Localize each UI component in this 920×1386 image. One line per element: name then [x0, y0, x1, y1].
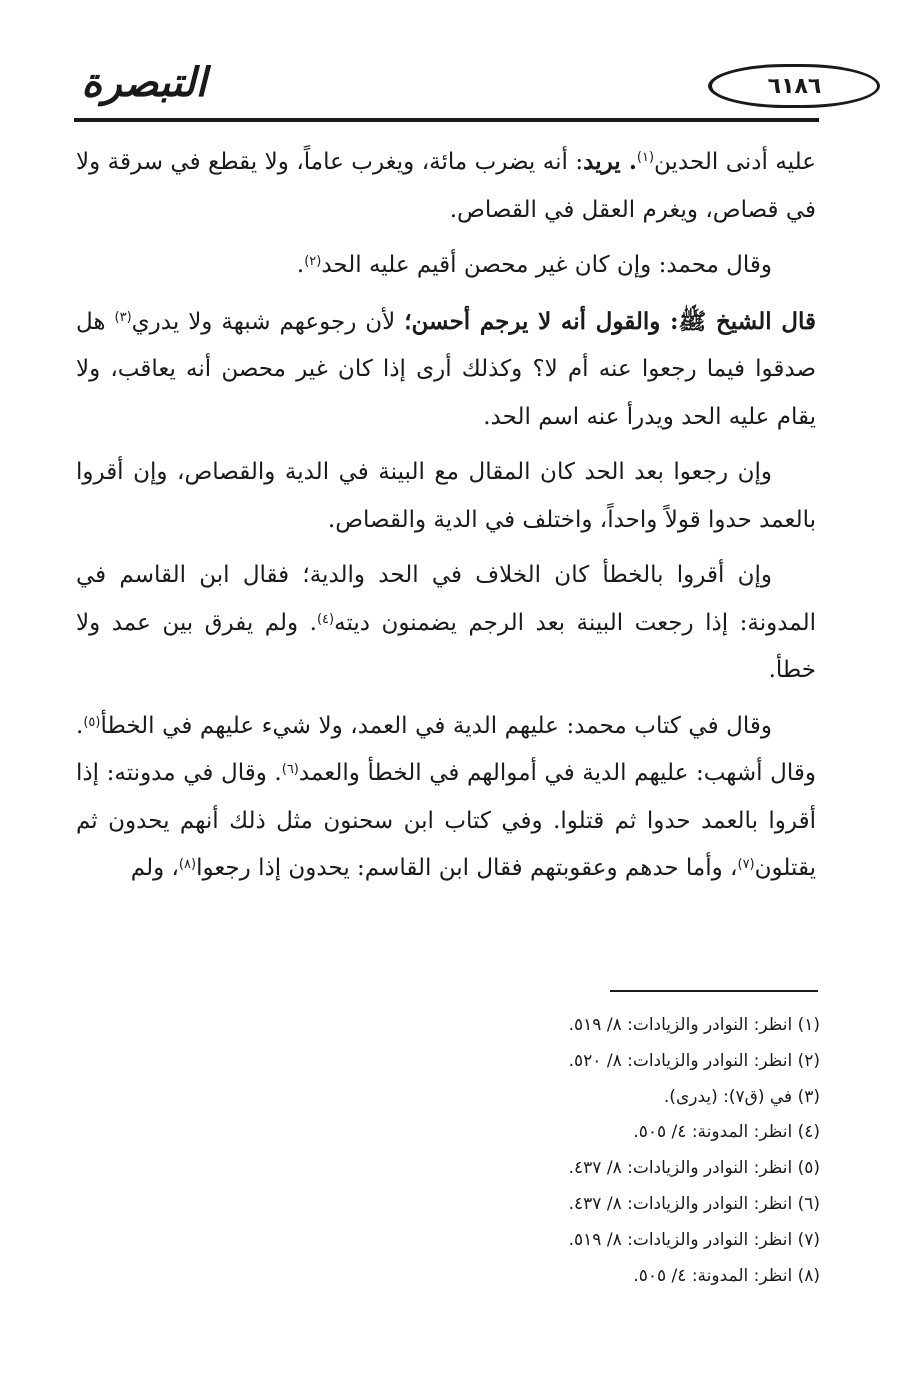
paragraph-4: وإن رجعوا بعد الحد كان المقال مع البينة في الدية والقصاص، وإن أقروا بالعمد حدوا قولاً واحداً، واختلف في الدية والقصاص.	[76, 459, 816, 533]
footnote-2: (٢) انظر: النوادر والزيادات: ٨/ ٥٢٠.	[568, 1050, 820, 1071]
text-run: ، ولم	[130, 855, 179, 881]
footnote-divider	[610, 990, 818, 992]
paragraph-1	[76, 138, 816, 234]
text-run: . ولم يفرق بين عمد ولا خطأ.	[76, 609, 816, 683]
book-title-logo: التبصرة	[81, 60, 207, 106]
text-run: عليه أدنى الحدين	[654, 149, 816, 175]
footnote-4: (٤) انظر: المدونة: ٤/ ٥٠٥.	[633, 1122, 820, 1143]
footnotes	[420, 1008, 820, 1294]
footnote-8: (٨) انظر: المدونة: ٤/ ٥٠٥.	[633, 1265, 820, 1286]
footnote-ref-3: (٣)	[114, 309, 132, 325]
footnote-ref-8: (٨)	[178, 857, 197, 872]
paragraph-6	[76, 703, 816, 893]
text-run: هل صدقوا فيما رجعوا عنه أم لا؟ وكذلك أرى إذا كان غير محصن أنه يعاقب، ولا يقام عليه الحد ويدرأ عنه اسم الحد.	[76, 308, 816, 430]
footnote-ref-7: (٧)	[737, 857, 755, 872]
footnote-ref-6: (٦)	[281, 762, 299, 777]
footnote-6: (٦) انظر: النوادر والزيادات: ٨/ ٤٣٧.	[568, 1193, 820, 1214]
text-run-bold: . يريد	[583, 148, 637, 175]
text-run: : أنه يضرب مائة، ويغرب عاماً، ولا يقطع في سرقة ولا في قصاص، ويغرم العقل في القصاص.	[76, 149, 816, 223]
footnote-1: (١) انظر: النوادر والزيادات: ٨/ ٥١٩.	[568, 1015, 820, 1035]
text-run: . وقال في مدونته: إذا أقروا بالعمد حدوا ثم قتلوا. وفي كتاب ابن سحنون مثل ذلك أنهم يحدون ثم يقتلون	[76, 760, 816, 881]
footnote-ref-4: (٤)	[316, 611, 335, 627]
text-run: وقال محمد: وإن كان غير محصن أقيم عليه الحد	[321, 252, 772, 278]
footnote-3: (٣) في (ق٧): (يدرى).	[663, 1086, 820, 1107]
paragraph-2	[76, 242, 816, 290]
text-run: لأن رجوعهم شبهة ولا يدري	[131, 308, 405, 335]
footnote-ref-5: (٥)	[83, 714, 101, 730]
page-header	[74, 52, 822, 114]
paragraph-3	[76, 298, 816, 442]
header-divider	[74, 118, 819, 122]
page-number: ٦١٨٦	[708, 64, 880, 108]
footnote-5: (٥) انظر: النوادر والزيادات: ٨/ ٤٣٧.	[568, 1158, 820, 1179]
paragraph-5	[76, 552, 816, 695]
text-run: ، وأما حدهم وعقوبتهم فقال ابن القاسم: يحدون إذا رجعوا	[196, 855, 738, 881]
text-run-bold: قال الشيخ ﷺ: والقول أنه لا يرجم أحسن؛	[404, 307, 817, 335]
text-run: . وقال أشهب: عليهم الدية في أموالهم في الخطأ والعمد	[76, 712, 816, 786]
main-text	[76, 138, 816, 901]
text-run: وإن أقروا بالخطأ كان الخلاف في الحد والدية؛ فقال ابن القاسم في المدونة: إذا رجعت البينة بعد الرجم يضمنون ديته	[76, 562, 816, 636]
footnote-ref-1: (١)	[636, 150, 655, 165]
footnote-ref-2: (٢)	[304, 254, 322, 269]
text-run: وقال في كتاب محمد: عليهم الدية في العمد، ولا شيء عليهم في الخطأ	[100, 712, 772, 739]
footnote-7: (٧) انظر: النوادر والزيادات: ٨/ ٥١٩.	[568, 1229, 820, 1250]
text-run: .	[296, 252, 305, 278]
